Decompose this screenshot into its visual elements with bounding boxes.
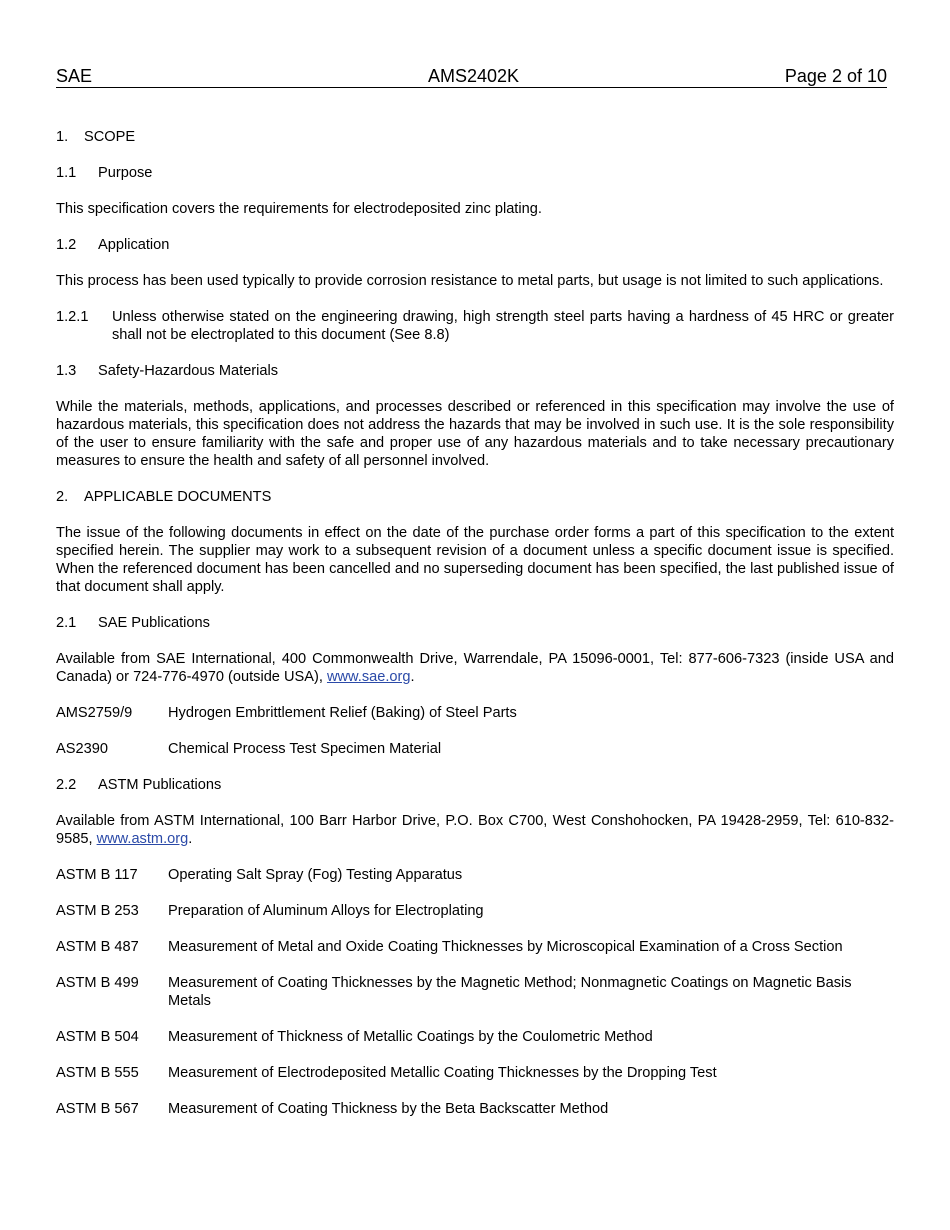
reference-code: ASTM B 253 [56, 903, 139, 919]
section-title: Application [98, 237, 170, 253]
section-1-2-1 [56, 308, 894, 344]
reference-code: AS2390 [56, 741, 108, 757]
section-title: SCOPE [84, 129, 136, 145]
section-title: Safety-Hazardous Materials [98, 363, 279, 379]
reference-code: ASTM B 567 [56, 1101, 139, 1117]
reference-title: Preparation of Aluminum Alloys for Electroplating [168, 903, 484, 919]
reference-title: Measurement of Coating Thicknesses by the Magnetic Method; Nonmagnetic Coatings on Magnetic Basis Metals [168, 975, 852, 1009]
sae-website-link[interactable]: www.sae.org [326, 669, 411, 685]
reference-code: ASTM B 117 [56, 867, 138, 883]
section-title: APPLICABLE DOCUMENTS [84, 489, 272, 505]
reference-title: Measurement of Metal and Oxide Coating Thicknesses by Microscopical Examination of a Cross Section [168, 939, 843, 955]
header-doc-number: AMS2402K [428, 66, 520, 86]
section-number: 1.3 [56, 363, 77, 379]
section-title: Purpose [98, 165, 153, 181]
section-1-3-heading [56, 362, 894, 380]
reference-row [56, 938, 894, 956]
section-1-1-text: This specification covers the requirements for electrodeposited zinc plating. [56, 201, 542, 217]
astm-availability-text: Available from ASTM International, 100 Barr Harbor Drive, P.O. Box C700, West Conshohocken, PA 19428-2959, Tel: 610-832-9585, www.astm.org. [56, 813, 894, 847]
reference-code: ASTM B 487 [56, 939, 139, 955]
section-number: 2.2 [56, 777, 77, 793]
reference-title: Operating Salt Spray (Fog) Testing Apparatus [168, 867, 463, 883]
section-number: 1. [56, 129, 69, 145]
reference-code: ASTM B 555 [56, 1065, 139, 1081]
section-number: 1.1 [56, 165, 77, 181]
section-2-2-heading [56, 776, 894, 794]
reference-title: Hydrogen Embrittlement Relief (Baking) of Steel Parts [168, 705, 517, 721]
reference-code: ASTM B 499 [56, 975, 139, 991]
document-body [56, 128, 894, 1136]
header-org: SAE [56, 66, 93, 86]
section-1-1-heading [56, 164, 894, 182]
section-2-text: The issue of the following documents in effect on the date of the purchase order forms a part of this specification to the extent specified herein. The supplier may work to a subsequent revision of a document unless a specific document issue is specified. When the referenced document has been cancelled and no superseding document has been specified, the last published issue of that document shall apply. [56, 525, 894, 595]
section-number: 2. [56, 489, 69, 505]
reference-row [56, 1028, 894, 1046]
reference-row [56, 1100, 894, 1118]
section-title: ASTM Publications [98, 777, 222, 793]
section-2-heading [56, 488, 894, 506]
header-page-number: Page 2 of 10 [784, 66, 887, 86]
section-2-1-heading [56, 614, 894, 632]
reference-title: Chemical Process Test Specimen Material [168, 741, 442, 757]
reference-row [56, 866, 894, 884]
reference-row [56, 902, 894, 920]
section-number: 1.2.1 [56, 309, 89, 325]
section-1-heading [56, 128, 894, 146]
astm-website-link[interactable]: www.astm.org [96, 831, 189, 847]
section-1-2-text: This process has been used typically to provide corrosion resistance to metal parts, but usage is not limited to such applications. [56, 273, 884, 289]
reference-code: ASTM B 504 [56, 1029, 139, 1045]
page-header [56, 66, 887, 88]
section-1-2-heading [56, 236, 894, 254]
reference-title: Measurement of Electrodeposited Metallic Coating Thicknesses by the Dropping Test [168, 1065, 717, 1081]
reference-title: Measurement of Thickness of Metallic Coatings by the Coulometric Method [168, 1029, 653, 1045]
availability-text: Available from SAE International, 400 Commonwealth Drive, Warrendale, PA 15096-0001, Tel: 877-606-7323 (inside USA and Canada) or 724-776-4970 (outside USA), [56, 651, 894, 685]
section-1-3-text: While the materials, methods, applications, and processes described or referenced in this specification may involve the use of hazardous materials, this specification does not address the hazards that may be involved in such use. It is the sole responsibility of the user to ensure familiarity with the safe and proper use of any hazardous materials and to take necessary precautionary measures to ensure the health and safety of all personnel involved. [56, 399, 894, 469]
reference-row [56, 740, 894, 758]
sae-availability-text: Available from SAE International, 400 Commonwealth Drive, Warrendale, PA 15096-0001, Tel: 877-606-7323 (inside USA and Canada) or 724-776-4970 (outside USA), www.sae.org. [56, 651, 894, 685]
reference-row [56, 974, 894, 1010]
section-text: Unless otherwise stated on the engineering drawing, high strength steel parts having a hardness of 45 HRC or greater shall not be electroplated to this document (See 8.8) [112, 309, 894, 343]
section-number: 1.2 [56, 237, 77, 253]
reference-row [56, 1064, 894, 1082]
reference-code: AMS2759/9 [56, 705, 133, 721]
reference-row [56, 704, 894, 722]
section-title: SAE Publications [98, 615, 210, 631]
reference-title: Measurement of Coating Thickness by the Beta Backscatter Method [168, 1101, 609, 1117]
availability-text: Available from ASTM International, 100 Barr Harbor Drive, P.O. Box C700, West Conshohocken, PA 19428-2959, Tel: 610-832-9585, [56, 813, 894, 847]
section-number: 2.1 [56, 615, 77, 631]
